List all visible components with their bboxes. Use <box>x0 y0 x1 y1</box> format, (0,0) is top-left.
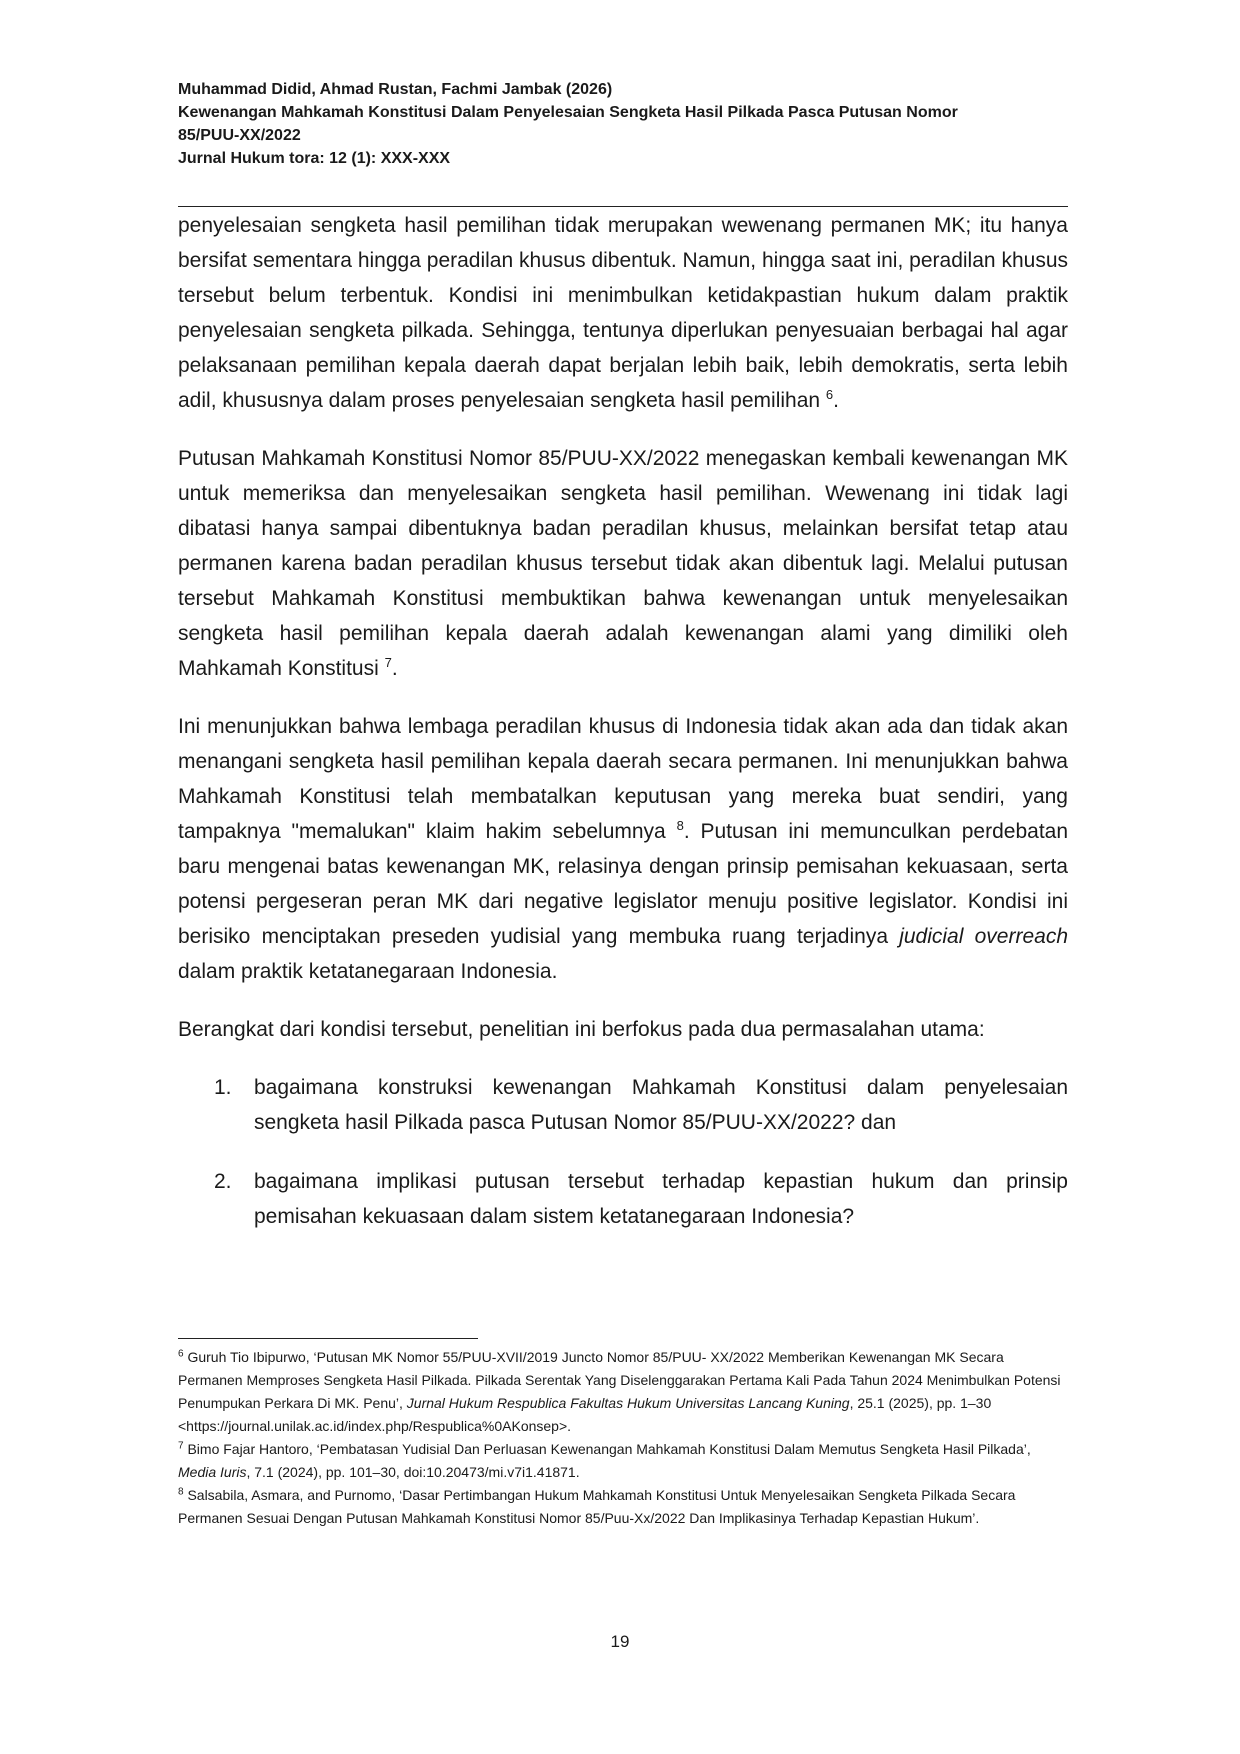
list-item <box>178 1070 1068 1140</box>
header-journal: Jurnal Hukum tora: 12 (1): XXX-XXX <box>178 150 451 167</box>
footnote-ref-6[interactable]: 6 <box>825 387 834 402</box>
footnote-ref-7[interactable]: 7 <box>384 655 392 670</box>
list-item-number: 1. <box>214 1076 232 1099</box>
footnote-divider <box>178 1338 478 1339</box>
research-questions-list <box>178 1070 1068 1234</box>
running-header <box>178 78 1068 170</box>
header-authors: Muhammad Didid, Ahmad Rustan, Fachmi Jambak (2026) <box>178 81 613 98</box>
list-item-text: bagaimana konstruksi kewenangan Mahkamah Konstitusi dalam penyelesaian sengketa hasil Pilkada pasca Putusan Nomor 85/PUU-XX/2022? dan <box>254 1076 1068 1134</box>
footnote-6: $^6$ Guruh Tio Ibipurwo, ‘Putusan MK Nomor 55/PUU-XVII/2019 Juncto Nomor 85/PUU- XX/2022 Memberikan Kewenangan MK Secara Permanen Memproses Sengketa Hasil Pilkada. Pilkada Serentak Yang Diselenggarakan Pertama Kali Pada Tahun 2024 Menimbulkan Potensi Penumpukan Perkara Di MK. Penu’, Jurnal Hukum Respublica Fakultas Hukum Universitas Lancang Kuning, 25.1 (2025), pp. 1–30 <https://journal.unilak.ac.id/index.php/Respublica%0AKonsep>. <box>178 1348 1061 1434</box>
paragraph-1: penyelesaian sengketa hasil pemilihan tidak merupakan wewenang permanen MK; itu hanya bersifat sementara hingga peradilan khusus dibentuk. Namun, hingga saat ini, peradilan khusus tersebut belum terbentuk. Kondisi ini menimbulkan ketidakpastian hukum dalam praktik penyelesaian sengketa pilkada. Sehingga, tentunya diperlukan penyesuaian berbagai hal agar pelaksanaan pemilihan kepala daerah dapat berjalan lebih baik, lebih demokratis, serta lebih adil, khususnya dalam proses penyelesaian sengketa hasil pemilihan $^6$. <box>178 214 1068 412</box>
header-title-line2: 85/PUU-XX/2022 <box>178 127 301 144</box>
page-number: 19 <box>610 1632 630 1651</box>
header-title-line1: Kewenangan Mahkamah Konstitusi Dalam Penyelesaian Sengketa Hasil Pilkada Pasca Putusan Nomor <box>178 104 958 121</box>
footnote-ref-8[interactable]: 8 <box>676 818 684 833</box>
list-item-number: 2. <box>214 1170 232 1193</box>
paragraph-3: Ini menunjukkan bahwa lembaga peradilan khusus di Indonesia tidak akan ada dan tidak akan menangani sengketa hasil pemilihan kepala daerah secara permanen. Ini menunjukkan bahwa Mahkamah Konstitusi telah membatalkan keputusan yang mereka buat sendiri, yang tampaknya "memalukan" klaim hakim sebelumnya $^8$. Putusan ini memunculkan perdebatan baru mengenai batas kewenangan MK, relasinya dengan prinsip pemisahan kekuasaan, serta potensi pergeseran peran MK dari negative legislator menuju positive legislator. Kondisi ini berisiko menciptakan preseden yudisial yang membuka ruang terjadinya judicial overreach dalam praktik ketatanegaraan Indonesia. <box>178 715 1069 983</box>
footnote-7: $^7$ Bimo Fajar Hantoro, ‘Pembatasan Yudisial Dan Perluasan Kewenangan Mahkamah Konstitusi Dalam Memutus Sengketa Hasil Pilkada’, Media Iuris, 7.1 (2024), pp. 101–30, doi:10.20473/mi.v7i1.41871. <box>178 1440 1031 1480</box>
header-divider <box>178 206 1068 207</box>
italic-term: judicial overreach <box>899 925 1068 948</box>
list-item-text: bagaimana implikasi putusan tersebut terhadap kepastian hukum dan prinsip pemisahan kekuasaan dalam sistem ketatanegaraan Indonesia? <box>254 1170 1068 1228</box>
paragraph-4: Berangkat dari kondisi tersebut, penelitian ini berfokus pada dua permasalahan utama: <box>178 1018 985 1041</box>
footnote-8: $^8$ Salsabila, Asmara, and Purnomo, ‘Dasar Pertimbangan Hukum Mahkamah Konstitusi Untuk Menyelesaikan Sengketa Pilkada Secara Permanen Sesuai Dengan Putusan Mahkamah Konstitusi Nomor 85/Puu-Xx/2022 Dan Implikasinya Terhadap Kepastian Hukum’. <box>178 1486 1016 1526</box>
body-text <box>178 208 1068 1258</box>
footnotes <box>178 1346 1068 1530</box>
list-item <box>178 1164 1068 1234</box>
paragraph-2: Putusan Mahkamah Konstitusi Nomor 85/PUU-XX/2022 menegaskan kembali kewenangan MK untuk memeriksa dan menyelesaikan sengketa hasil pemilihan. Wewenang ini tidak lagi dibatasi hanya sampai dibentuknya badan peradilan khusus, melainkan bersifat tetap atau permanen karena badan peradilan khusus tersebut tidak akan dibentuk lagi. Melalui putusan tersebut Mahkamah Konstitusi membuktikan bahwa kewenangan untuk menyelesaikan sengketa hasil pemilihan kepala daerah adalah kewenangan alami yang dimiliki oleh Mahkamah Konstitusi $^7$. <box>178 447 1068 680</box>
